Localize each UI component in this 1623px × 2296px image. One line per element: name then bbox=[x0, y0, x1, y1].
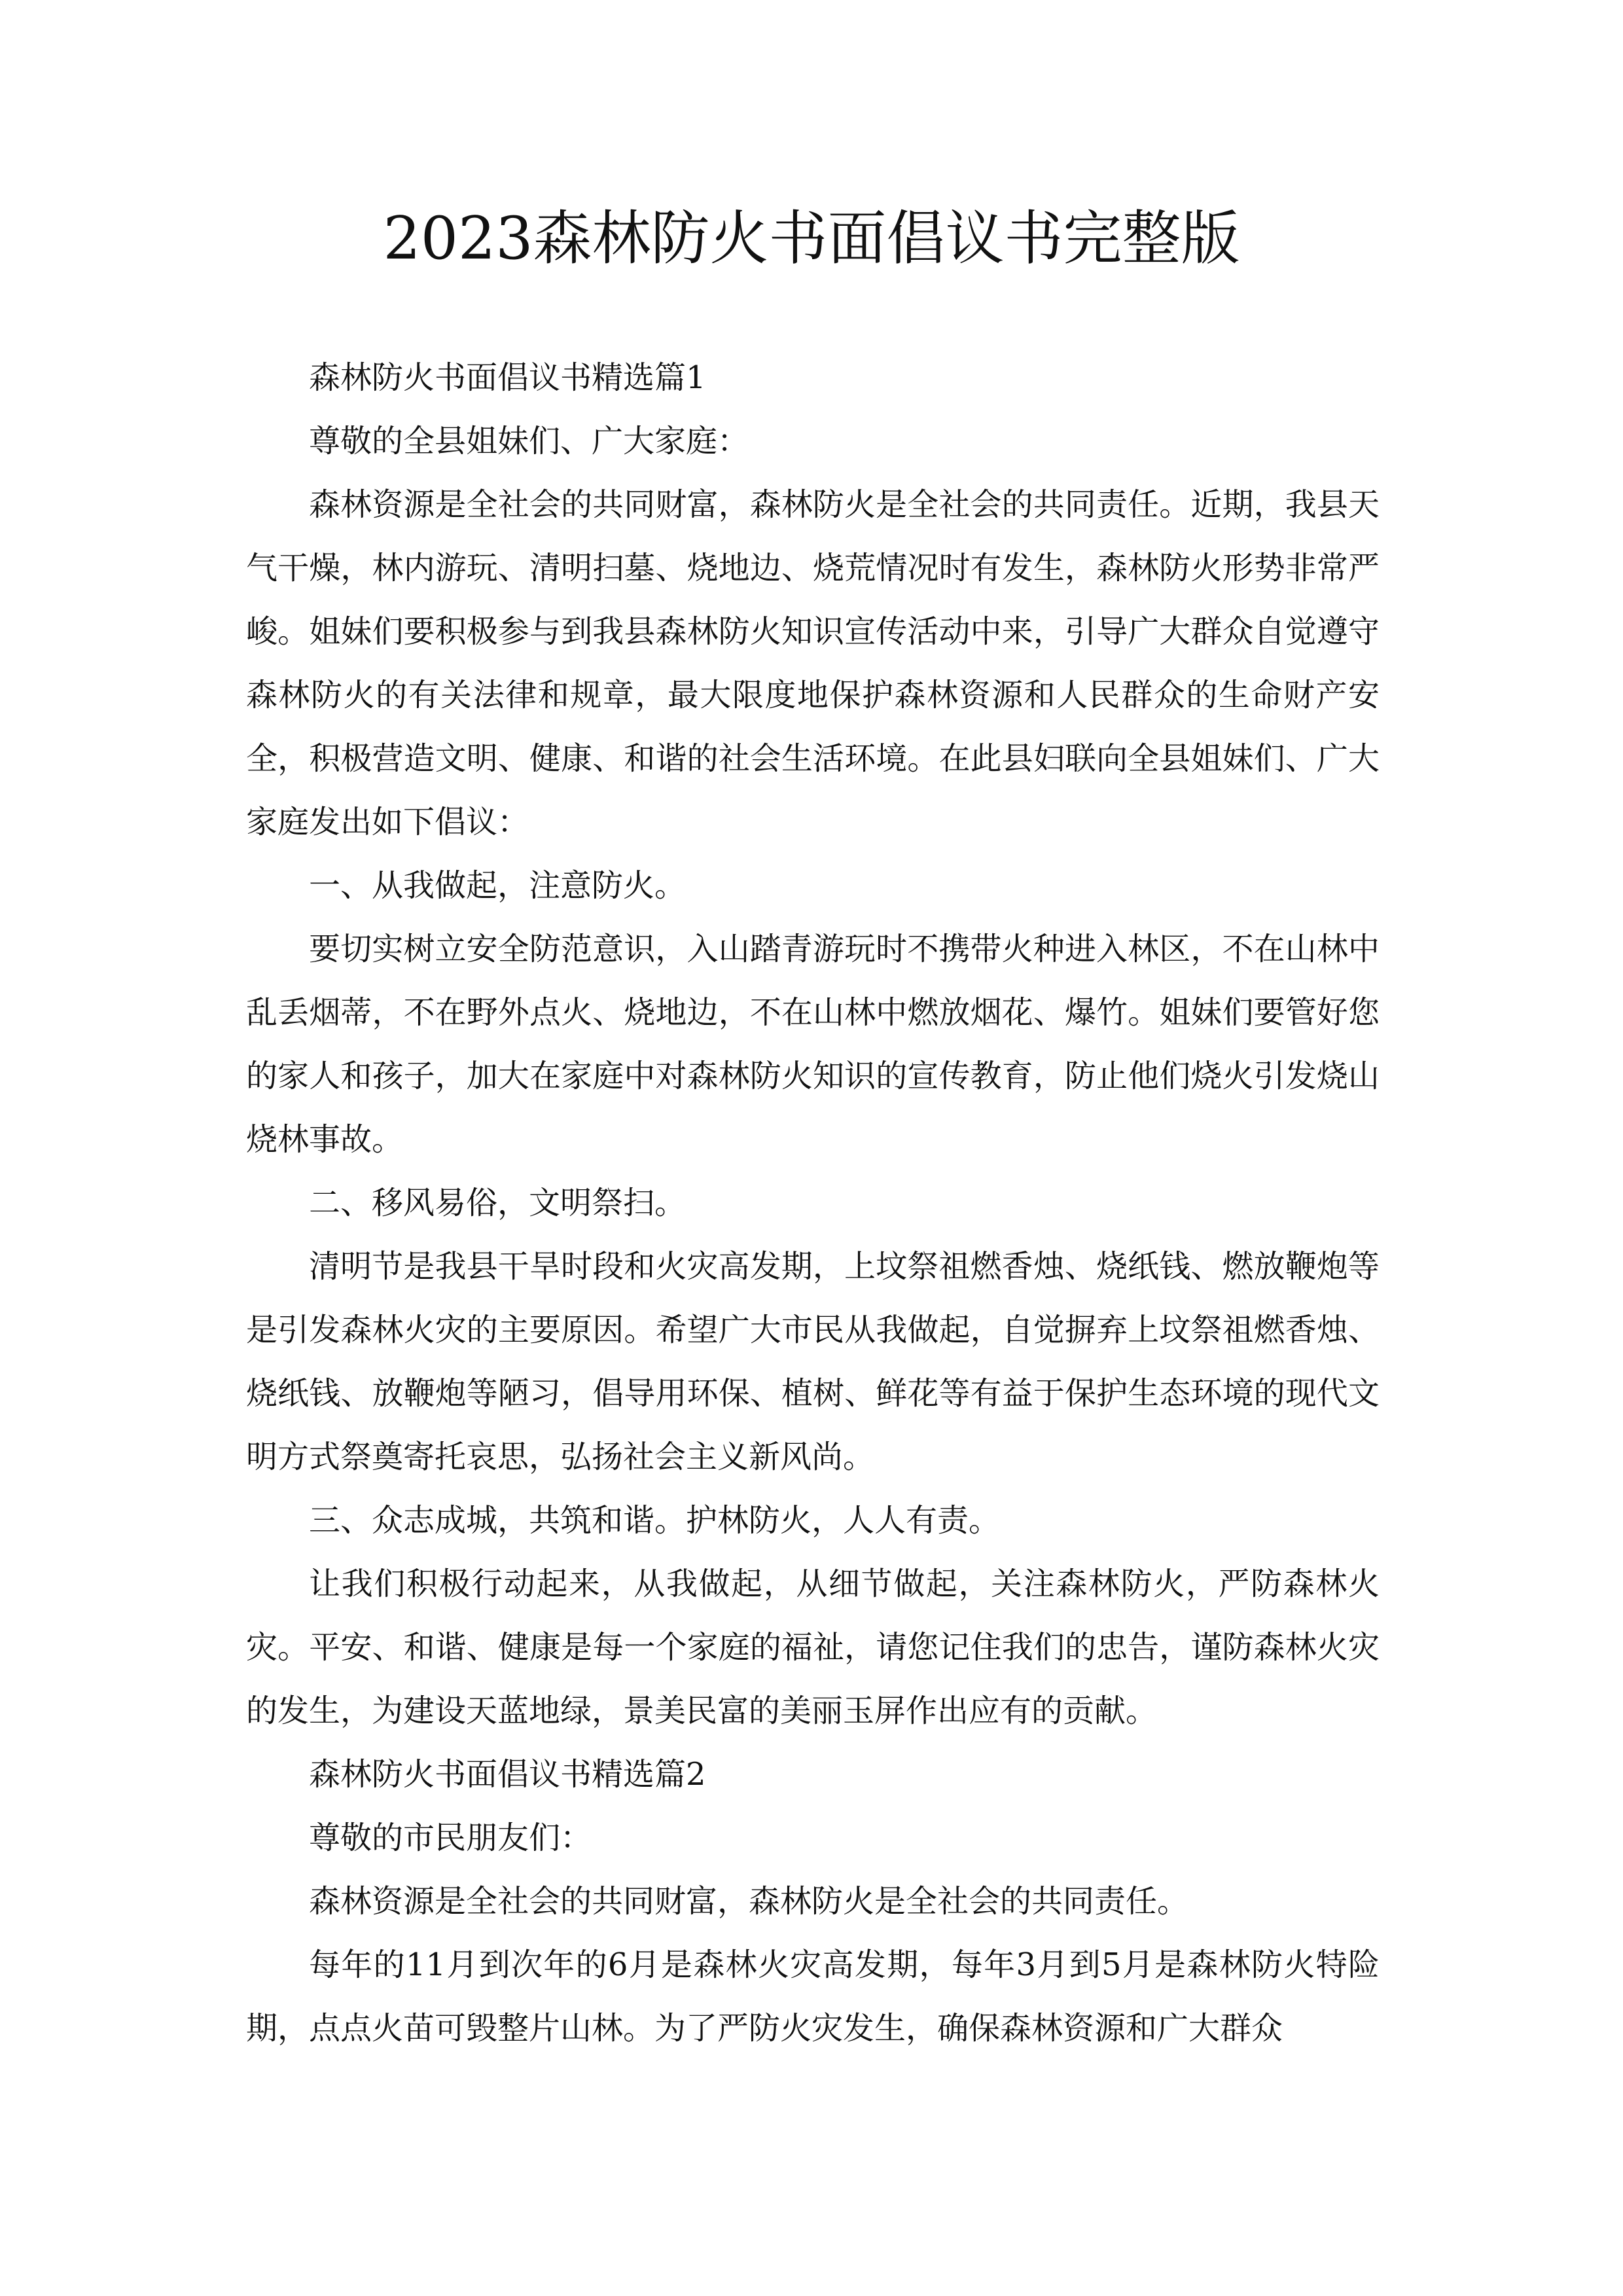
section-heading-2: 森林防火书面倡议书精选篇2 bbox=[309, 1756, 706, 1793]
paragraph: 森林资源是全社会的共同财富，森林防火是全社会的共同责任。 bbox=[309, 1883, 1189, 1920]
point-heading: 三、众志成城，共筑和谐。护林防火，人人有责。 bbox=[309, 1502, 1001, 1539]
section-heading-1: 森林防火书面倡议书精选篇1 bbox=[309, 359, 706, 396]
paragraph: 要切实树立安全防范意识，入山踏青游玩时不携带火种进入林区，不在山林中乱丢烟蒂，不在野外点火、烧地边，不在山林中燃放烟花、爆竹。姐妹们要管好您的家人和孩子，加大在家庭中对森林防火知识的宣传教育，防止他们烧火引发烧山烧林事故。 bbox=[246, 931, 1380, 1158]
document-body bbox=[246, 346, 1380, 2060]
salutation: 尊敬的市民朋友们： bbox=[309, 1820, 592, 1856]
point-heading: 一、从我做起，注意防火。 bbox=[309, 867, 687, 904]
point-heading: 二、移风易俗，文明祭扫。 bbox=[309, 1185, 687, 1221]
salutation: 尊敬的全县姐妹们、广大家庭： bbox=[309, 423, 749, 459]
paragraph: 清明节是我县干旱时段和火灾高发期，上坟祭祖燃香烛、烧纸钱、燃放鞭炮等是引发森林火灾的主要原因。希望广大市民从我做起，自觉摒弃上坟祭祖燃香烛、烧纸钱、放鞭炮等陋习，倡导用环保、植树、鲜花等有益于保护生态环境的现代文明方式祭奠寄托哀思，弘扬社会主义新风尚。 bbox=[246, 1248, 1380, 1475]
paragraph: 每年的11月到次年的6月是森林火灾高发期，每年3月到5月是森林防火特险期，点点火苗可毁整片山林。为了严防火灾发生，确保森林资源和广大群众 bbox=[246, 1946, 1380, 2047]
paragraph: 让我们积极行动起来，从我做起，从细节做起，关注森林防火，严防森林火灾。平安、和谐、健康是每一个家庭的福祉，请您记住我们的忠告，谨防森林火灾的发生，为建设天蓝地绿，景美民富的美丽玉屏作出应有的贡献。 bbox=[246, 1566, 1380, 1729]
paragraph: 森林资源是全社会的共同财富，森林防火是全社会的共同责任。近期，我县天气干燥，林内游玩、清明扫墓、烧地边、烧荒情况时有发生，森林防火形势非常严峻。姐妹们要积极参与到我县森林防火知识宣传活动中来，引导广大群众自觉遵守森林防火的有关法律和规章，最大限度地保护森林资源和人民群众的生命财产安全，积极营造文明、健康、和谐的社会生活环境。在此县妇联向全县姐妹们、广大家庭发出如下倡议： bbox=[246, 486, 1380, 840]
document-title: 2023森林防火书面倡议书完整版 bbox=[383, 204, 1240, 273]
